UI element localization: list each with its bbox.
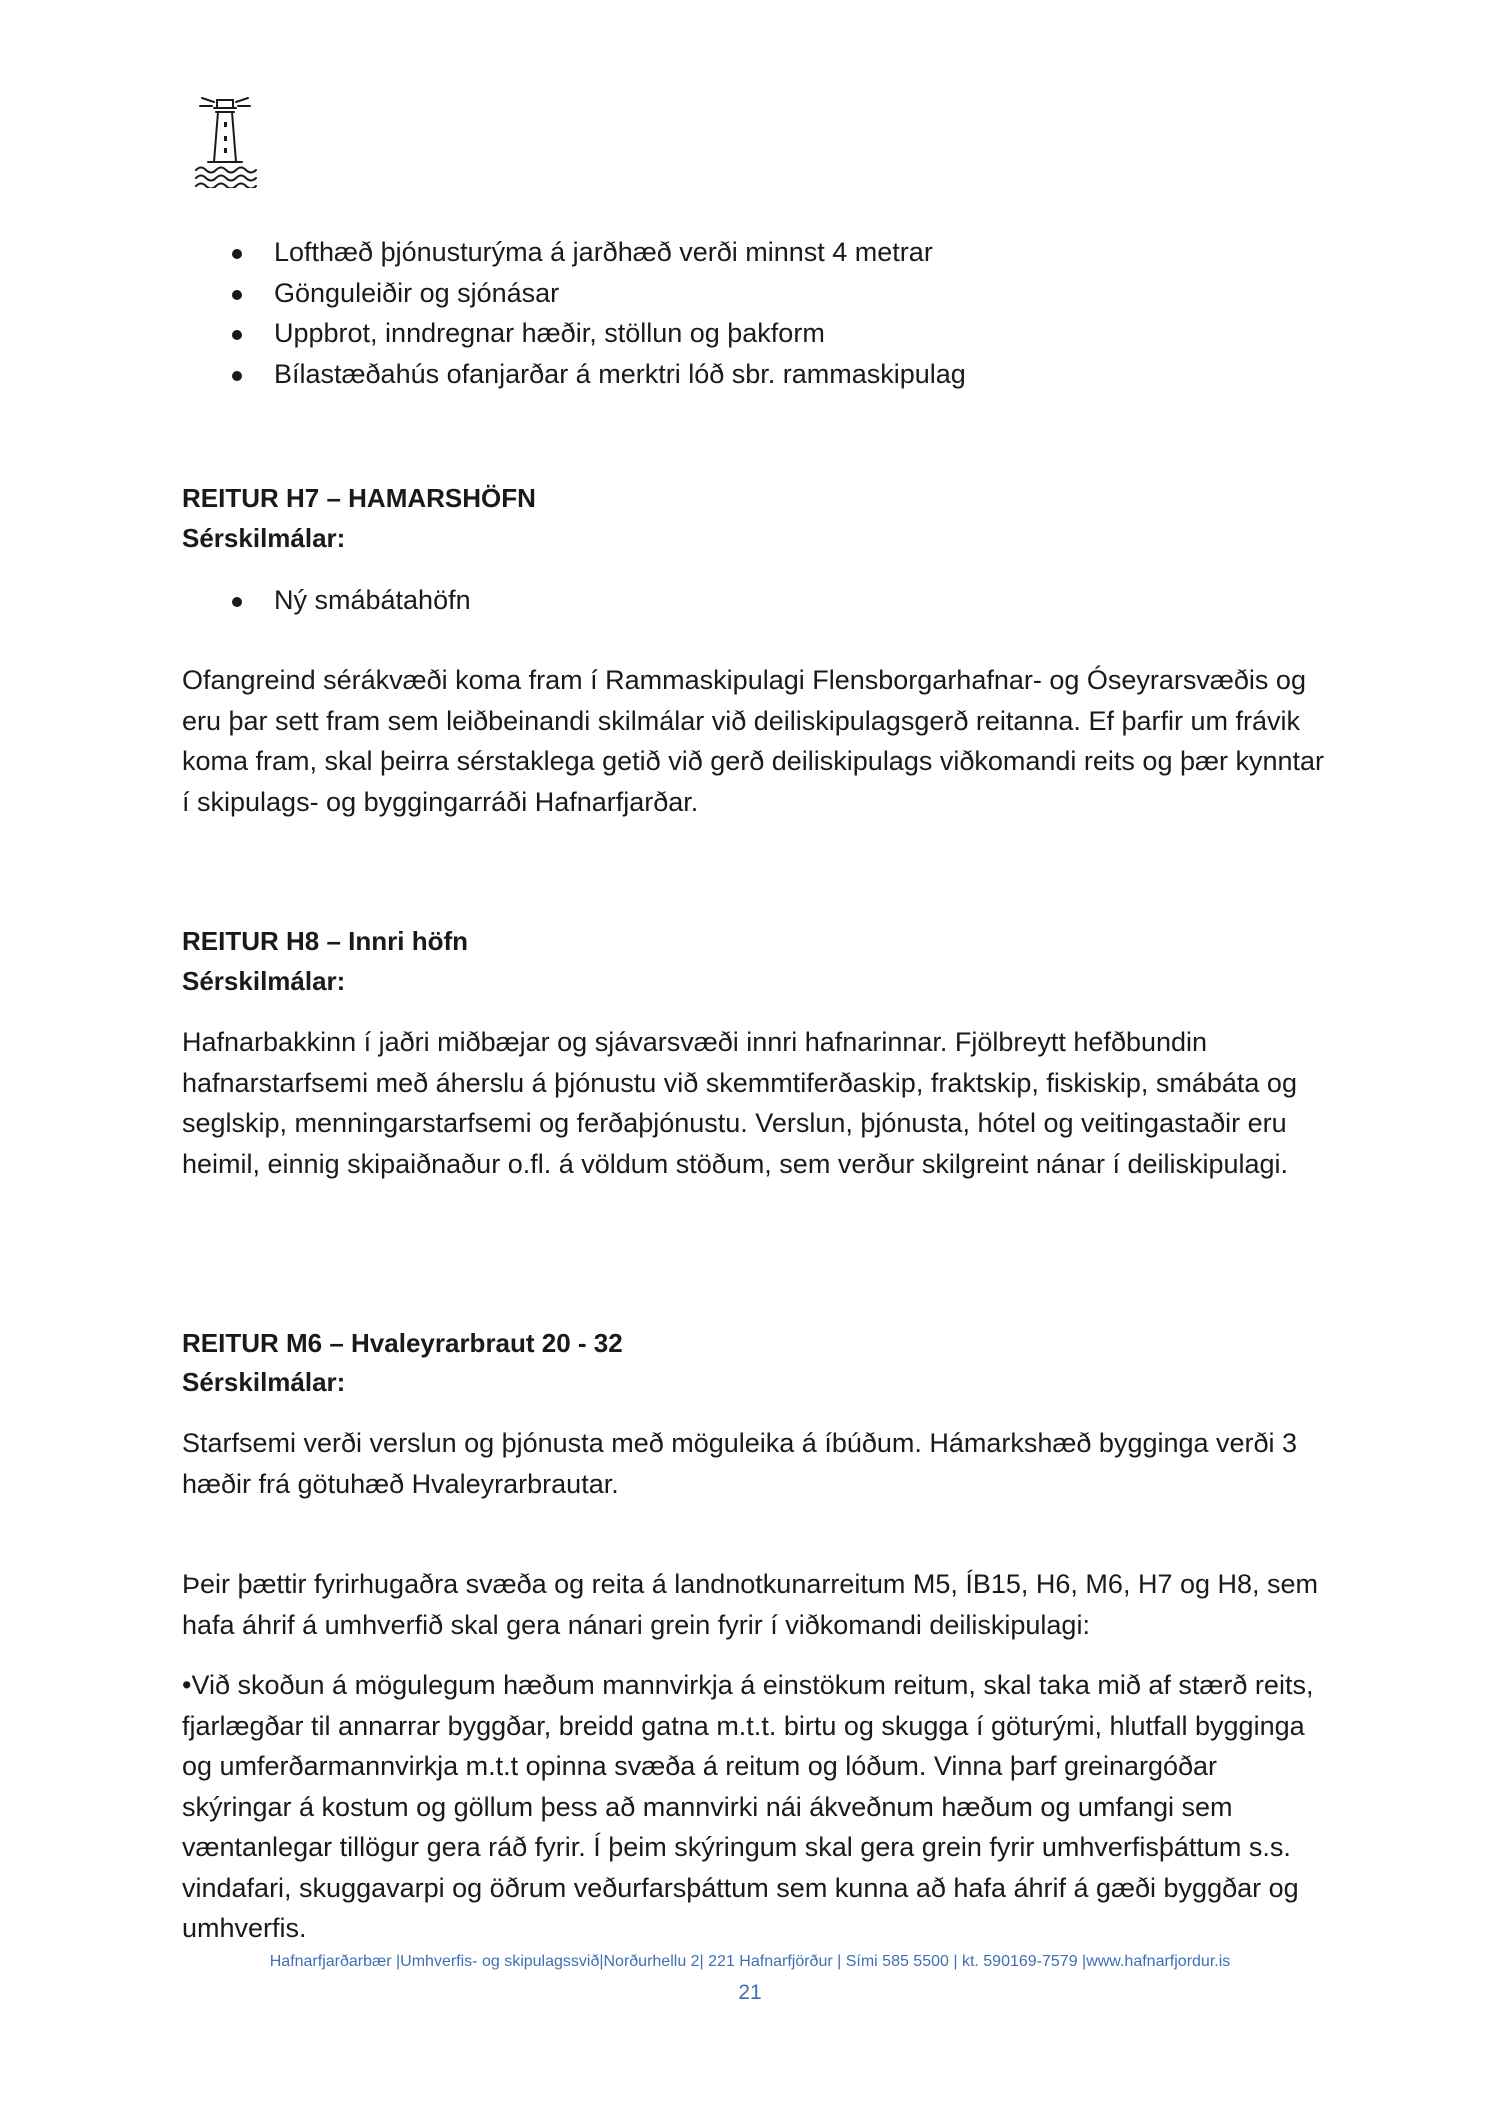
closing-text: Þeir þættir fyrirhugaðra svæða og reita á landnotkunarreitum M5, ÍB15, H6, M6, H7 og H8, sem hafa áhrif á umhverfið skal gera nánari grein fyrir í viðkomandi deiliskipulagi: <box>182 1569 1319 1640</box>
section-title-h7: REITUR H7 – HAMARSHÖFN <box>182 483 536 513</box>
list-item: Bílastæðahús ofanjarðar á merktri lóð sbr. rammaskipulag <box>182 354 966 395</box>
section-text-h7: Ofangreind sérákvæði koma fram í Rammaskipulagi Flensborgarhafnar- og Óseyrarsvæðis og eru þar sett fram sem leiðbeinandi skilmálar við deiliskipulagsgerð reitanna. Ef þarfir um frávik koma fram, skal þeirra sérstaklega getið við gerð deiliskipulags viðkomandi reits og þær kynntar í skipulags- og byggingarráði Hafnarfjarðar. <box>182 665 1325 817</box>
section-subtitle-m6: Sérskilmálar: <box>182 1367 346 1397</box>
list-item: Ný smábátahöfn <box>182 580 471 621</box>
footer-info: Hafnarfjarðarbær |Umhverfis- og skipulagssvið|Norðurhellu 2| 221 Hafnarfjörður | Sími 585 5500 | kt. 590169-7579 |www.hafnarfjordur.is <box>269 1953 1231 1970</box>
page-number: 21 <box>738 1981 762 2004</box>
section-text-h8: Hafnarbakkinn í jaðri miðbæjar og sjávarsvæði innri hafnarinnar. Fjölbreytt hefðbundin hafnarstarfsemi með áherslu á þjónustu við skemmtiferðaskip, fraktskip, fiskiskip, smábáta og seglskip, menningarstarfsemi og ferðaþjónustu. Verslun, þjónusta, hótel og veitingastaðir eru heimil, einnig skipaiðnaður o.fl. á völdum stöðum, sem verður skilgreint nánar í deiliskipulagi. <box>182 1027 1297 1179</box>
section-subtitle-h7: Sérskilmálar: <box>182 523 346 553</box>
list-item: Gönguleiðir og sjónásar <box>182 273 966 314</box>
bullet-list-top <box>182 232 966 394</box>
lighthouse-icon <box>192 92 258 188</box>
bullet-list-h7 <box>182 580 471 621</box>
section-title-h8: REITUR H8 – Innri höfn <box>182 926 468 956</box>
section-subtitle-h8: Sérskilmálar: <box>182 966 346 996</box>
section-text-m6: Starfsemi verði verslun og þjónusta með möguleika á íbúðum. Hámarkshæð bygginga verði 3 hæðir frá götuhæð Hvaleyrarbrautar. <box>182 1428 1298 1499</box>
list-item: Lofthæð þjónusturýma á jarðhæð verði minnst 4 metrar <box>182 232 966 273</box>
closing-bullet-text: •Við skoðun á mögulegum hæðum mannvirkja á einstökum reitum, skal taka mið af stærð reits, fjarlægðar til annarrar byggðar, breidd gatna m.t.t. birtu og skugga í göturými, hlutfall bygginga og umferðarmannvirkja m.t.t opinna svæða á reitum og lóðum. Vinna þarf greinargóðar skýringar á kostum og göllum þess að mannvirki nái ákveðnum hæðum og umfangi sem væntanlegar tillögur gera ráð fyrir. Í þeim skýringum skal gera grein fyrir umhverfisþáttum s.s. vindafari, skuggavarpi og öðrum veðurfarsþáttum sem kunna að hafa áhrif á gæði byggðar og umhverfis. <box>182 1670 1314 1943</box>
list-item: Uppbrot, inndregnar hæðir, stöllun og þakform <box>182 313 966 354</box>
section-title-m6: REITUR M6 – Hvaleyrarbraut 20 - 32 <box>182 1328 623 1358</box>
